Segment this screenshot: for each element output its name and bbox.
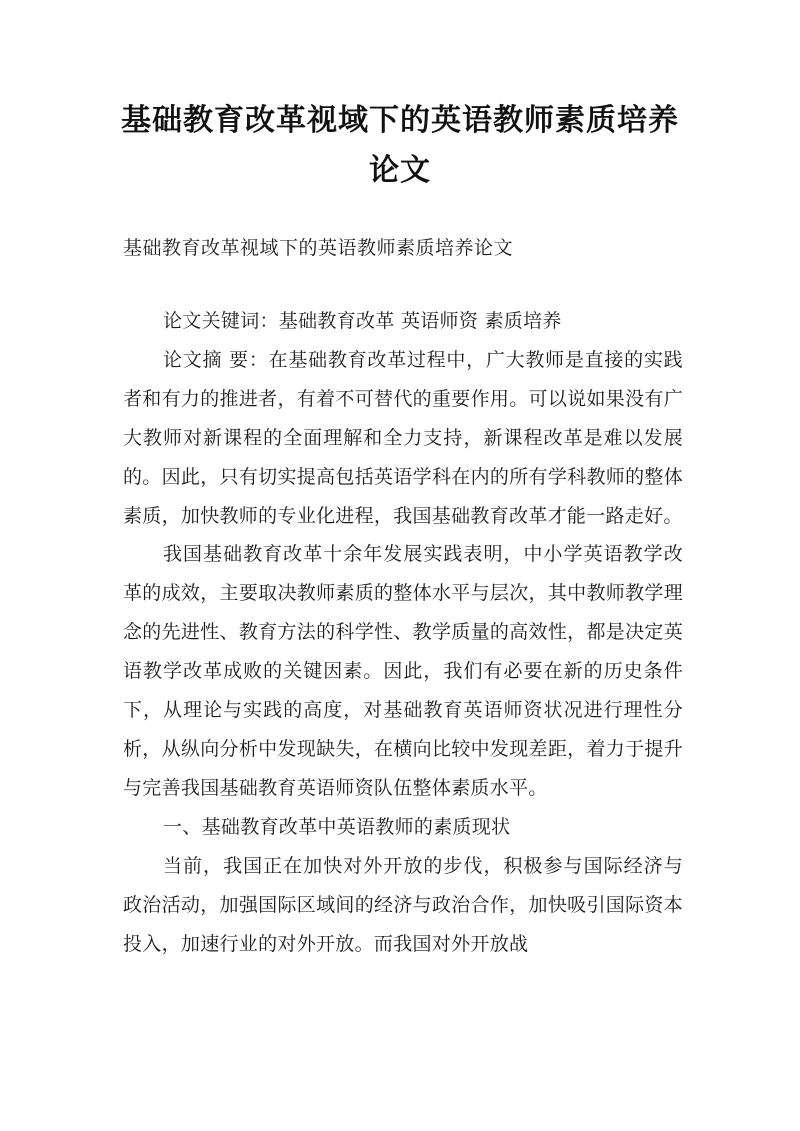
document-title: 基础教育改革视域下的英语教师素质培养论文 (121, 103, 679, 188)
document-body (123, 302, 683, 963)
body-paragraph: 当前，我国正在加快对外开放的步伐，积极参与国际经济与政治活动，加强国际区域间的经济与政治合作，加快吸引国际资本投入，加速行业的对外开放。而我国对外开放战 (123, 854, 683, 955)
body-paragraph: 我国基础教育改革十余年发展实践表明，中小学英语教学改革的成效，主要取决教师素质的整体水平与层次，其中教师教学理念的先进性、教育方法的科学性、教学质量的高效性，都是决定英语教学改革成败的关键因素。因此，我们有必要在新的历史条件下，从理论与实践的高度，对基础教育英语师资状况进行理性分析，从纵向分析中发现缺失，在横向比较中发现差距，着力于提升与完善我国基础教育英语师资队伍整体素质水平。 (123, 543, 683, 799)
abstract-paragraph: 论文摘 要：在基础教育改革过程中，广大教师是直接的实践者和有力的推进者，有着不可替代的重要作用。可以说如果没有广大教师对新课程的全面理解和全力支持，新课程改革是难以发展的。因此，只有切实提高包括英语学科在内的所有学科教师的整体素质，加快教师的专业化进程，我国基础教育改革才能一路走好。 (123, 348, 683, 527)
document-subtitle: 基础教育改革视域下的英语教师素质培养论文 (123, 237, 514, 259)
section-heading: 一、基础教育改革中英语教师的素质现状 (163, 815, 511, 838)
keywords-paragraph: 论文关键词：基础教育改革 英语师资 素质培养 (163, 310, 562, 332)
